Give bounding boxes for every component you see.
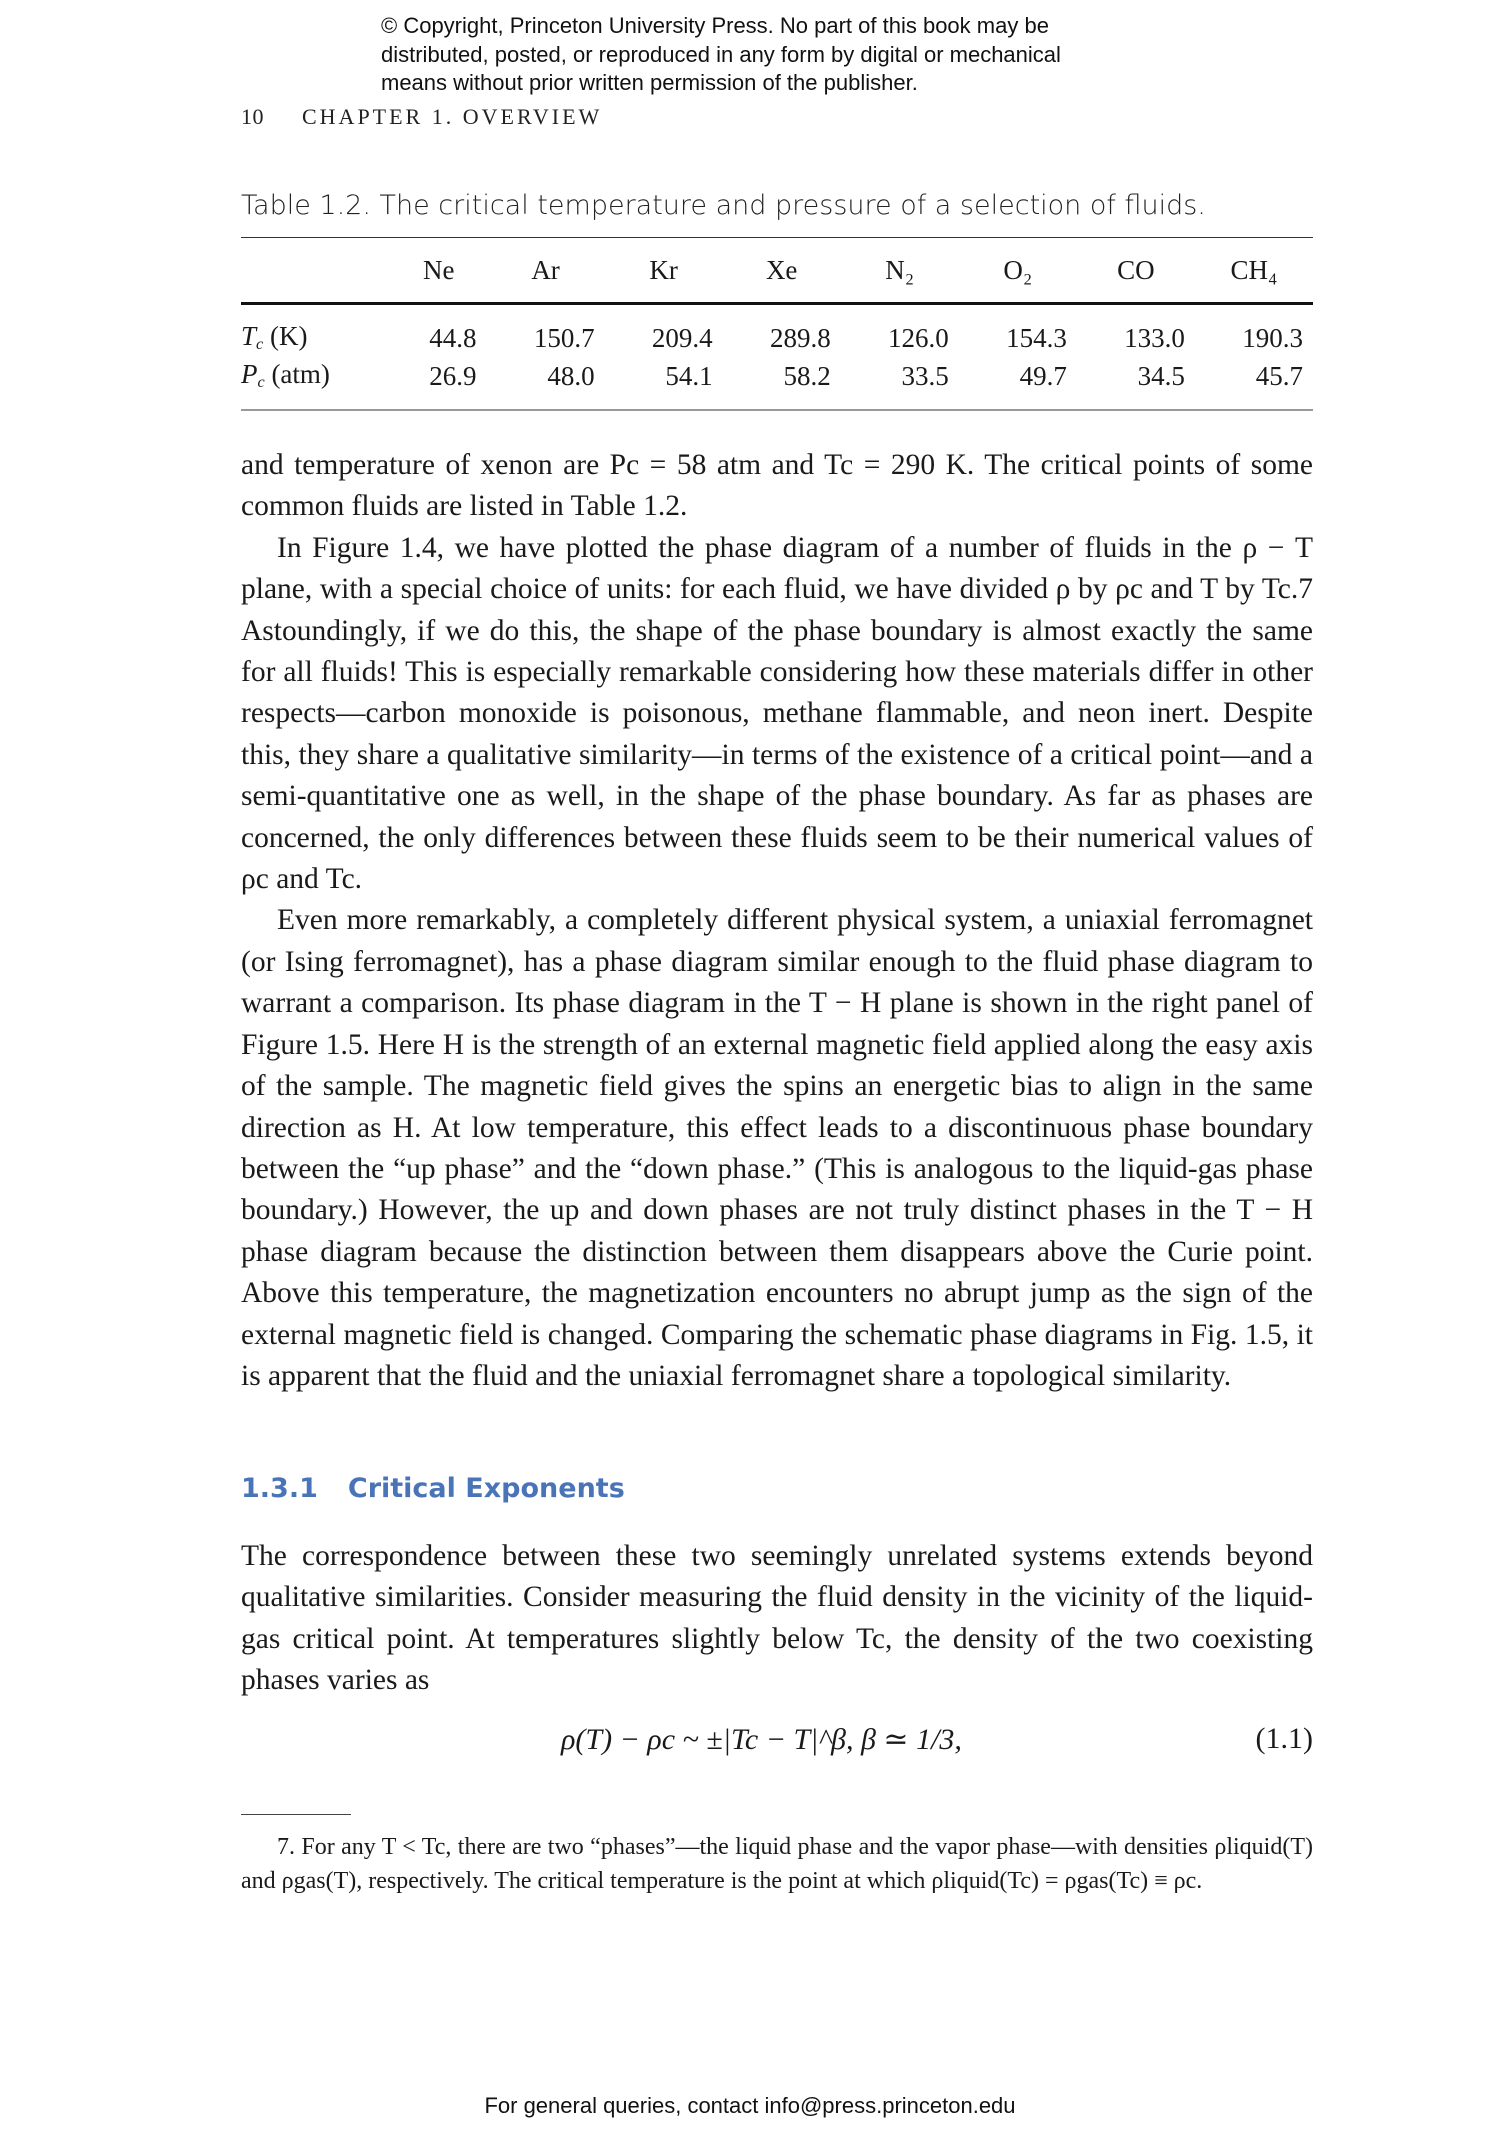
table-cell: 48.0	[547, 360, 595, 391]
copyright-notice	[381, 12, 1281, 98]
column-header: CO	[1117, 254, 1155, 285]
table-cell: 45.7	[1255, 360, 1303, 391]
running-head	[241, 104, 602, 130]
table-cell: 44.8	[429, 322, 477, 353]
table-cell: 34.5	[1137, 360, 1185, 391]
body-text	[241, 445, 1313, 1397]
equation-number: (1.1)	[1255, 1722, 1313, 1755]
column-header: Kr	[649, 254, 678, 285]
table-corner	[241, 238, 391, 304]
section-title: Critical Exponents	[347, 1473, 625, 1504]
row-symbol: P	[241, 359, 258, 390]
table-cell: 54.1	[665, 360, 713, 391]
critical-points-table	[241, 237, 1313, 411]
table-cell: 209.4	[651, 322, 713, 353]
paragraph-figure-1-4: In Figure 1.4, we have plotted the phase diagram of a number of fluids in the ρ − T plane, with a special choice of units: for each fluid, we have divided ρ by ρc and T by Tc.7 Astoundingly, if we do this, the shape of the phase boundary is almost exactly the same for all fluids! This is especially remarkable considering how these materials differ in other respects—carbon monoxide is poisonous, methane flammable, and neon inert. Despite this, they share a qualitative similarity—in terms of the existence of a critical point—and a semi-quantitative one as well, in the shape of the phase boundary. As far as phases are concerned, the only differences between these fluids seem to be their numerical values of ρc and Tc.	[241, 531, 1313, 896]
row-label	[241, 357, 391, 410]
table-cell: 49.7	[1019, 360, 1067, 391]
table-cell: 133.0	[1124, 322, 1185, 353]
table-cell: 58.2	[783, 360, 831, 391]
footnote-text: 7. For any T < Tc, there are two “phases”—the liquid phase and the vapor phase—with densities ρliquid(T) and ρgas(T), respectively. The critical temperature is the point at which ρliquid(Tc) = ρgas(Tc) ≡ ρc.	[241, 1834, 1313, 1894]
equation-body: ρ(T) − ρc ~ ±|Tc − T|^β, β ≃ 1/3,	[561, 1723, 962, 1756]
section-number: 1.3.1	[241, 1473, 318, 1504]
table-cell: 190.3	[1242, 322, 1303, 353]
paragraph-continuation: and temperature of xenon are Pc = 58 atm and Tc = 290 K. The critical points of some common fluids are listed in Table 1.2.	[241, 449, 1313, 523]
table-cell: 33.5	[901, 360, 949, 391]
equation-1-1	[241, 1722, 1313, 1766]
column-header: O₂	[1003, 254, 1033, 285]
table-cell: 126.0	[888, 322, 949, 353]
chapter-title: CHAPTER 1. OVERVIEW	[302, 104, 603, 129]
row-subscript: c	[256, 335, 264, 354]
copyright-line: distributed, posted, or reproduced in any form by digital or mechanical	[381, 41, 1061, 67]
table-row	[241, 357, 1313, 410]
copyright-line: © Copyright, Princeton University Press. No part of this book may be	[381, 13, 1049, 38]
section-heading	[241, 1473, 625, 1504]
copyright-line: means without prior written permission of the publisher.	[381, 70, 918, 95]
paragraph-correspondence: The correspondence between these two seemingly unrelated systems extends beyond qualitative similarities. Consider measuring the fluid density in the vicinity of the liquid-gas critical point. At temperatures slightly below Tc, the density of the two coexisting phases varies as	[241, 1540, 1313, 1697]
row-unit: (K)	[269, 321, 308, 352]
column-header: Xe	[765, 254, 798, 285]
table-caption: Table 1.2. The critical temperature and pressure of a selection of fluids.	[241, 190, 1206, 221]
table-cell: 154.3	[1006, 322, 1067, 353]
column-header: N₂	[885, 254, 915, 285]
row-label	[241, 304, 391, 358]
column-header: CH₄	[1230, 254, 1278, 285]
table-header-row	[241, 238, 1313, 304]
table-cell: 289.8	[769, 322, 831, 353]
table-cell: 26.9	[429, 360, 477, 391]
contact-footer: For general queries, contact info@press.princeton.edu	[484, 2093, 1016, 2118]
footnote-divider	[241, 1814, 351, 1815]
footnote-7	[241, 1830, 1313, 1898]
table-cell: 150.7	[533, 322, 595, 353]
column-header: Ar	[531, 254, 560, 285]
row-symbol: T	[241, 321, 257, 352]
row-unit: (atm)	[271, 359, 330, 390]
row-subscript: c	[257, 373, 265, 392]
column-header: Ne	[423, 254, 455, 285]
paragraph-ferromagnet: Even more remarkably, a completely different physical system, a uniaxial ferromagnet (or Ising ferromagnet), has a phase diagram similar enough to the fluid phase diagram to warrant a comparison. Its phase diagram in the T − H plane is shown in the right panel of Figure 1.5. Here H is the strength of an external magnetic field applied along the easy axis of the sample. The magnetic field gives the spins an energetic bias to align in the same direction as H. At low temperature, this effect leads to a discontinuous phase boundary between the “up phase” and the “down phase.” (This is analogous to the liquid-gas phase boundary.) However, the up and down phases are not truly distinct phases in the T − H phase diagram because the distinction between them disappears above the Curie point. Above this temperature, the magnetization encounters no abrupt jump as the sign of the external magnetic field is changed. Comparing the schematic phase diagrams in Fig. 1.5, it is apparent that the fluid and the uniaxial ferromagnet share a topological similarity.	[241, 904, 1313, 1392]
page-number: 10	[241, 104, 264, 129]
table-row	[241, 304, 1313, 358]
section-body-text	[241, 1536, 1313, 1702]
